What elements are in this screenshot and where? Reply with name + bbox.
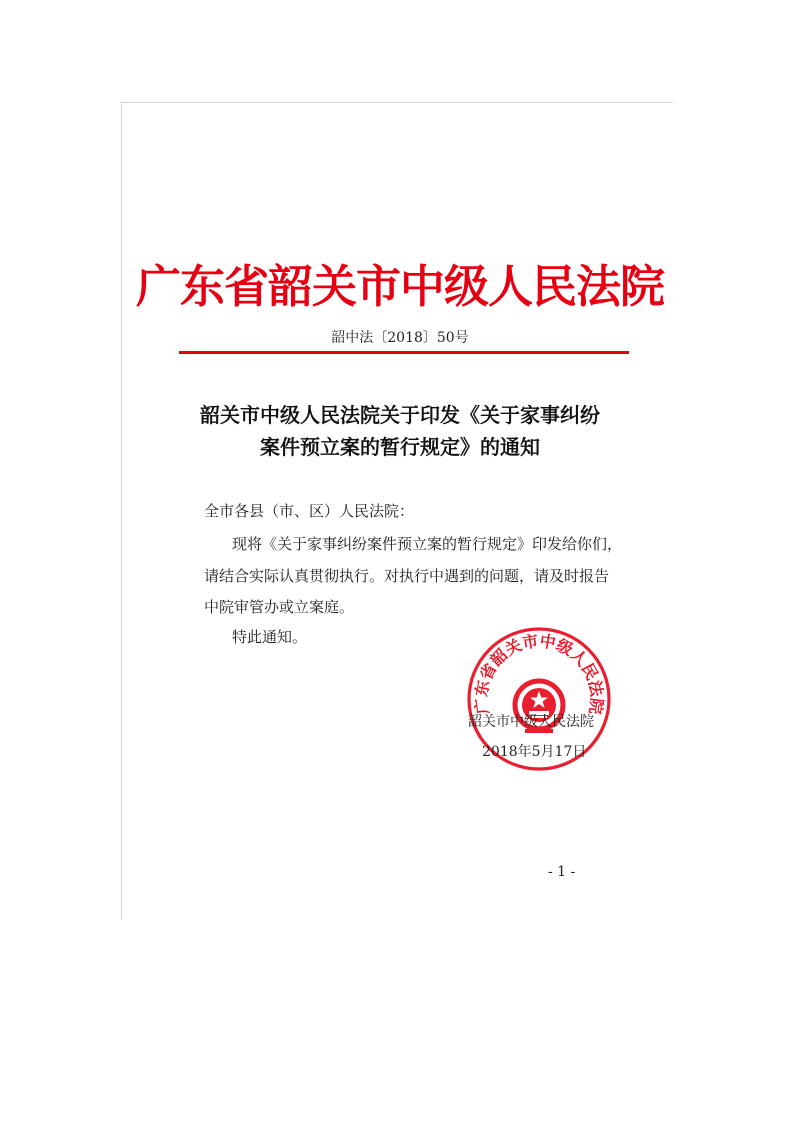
notice-title	[160, 399, 640, 463]
page-border-top	[121, 102, 673, 103]
paragraph-line-1: 现将《关于家事纠纷案件预立案的暂行规定》印发给你们，	[232, 535, 623, 553]
notice-title-line-1: 韶关市中级人民法院关于印发《关于家事纠纷	[200, 403, 600, 427]
page-border-left	[121, 102, 122, 920]
red-divider-line	[179, 351, 629, 354]
page-number: - 1 -	[548, 864, 576, 880]
document-number: 韶中法〔2018〕50号	[331, 330, 469, 346]
issuer-header: 广东省韶关市中级人民法院	[135, 260, 664, 313]
seal-text: 广东省韶关市中级人民法院	[471, 631, 607, 716]
signature-organization: 韶关市中级人民法院	[468, 714, 594, 730]
salutation: 全市各县（市、区）人民法院：	[204, 502, 415, 520]
closing-line: 特此通知。	[232, 628, 308, 646]
signature-date: 2018年5月17日	[482, 744, 587, 760]
paragraph-line-3: 中院审管办或立案庭。	[204, 598, 355, 616]
paragraph-line-2: 请结合实际认真贯彻执行。对执行中遇到的问题，请及时报告	[204, 567, 610, 585]
notice-title-line-2: 案件预立案的暂行规定》的通知	[260, 435, 540, 459]
